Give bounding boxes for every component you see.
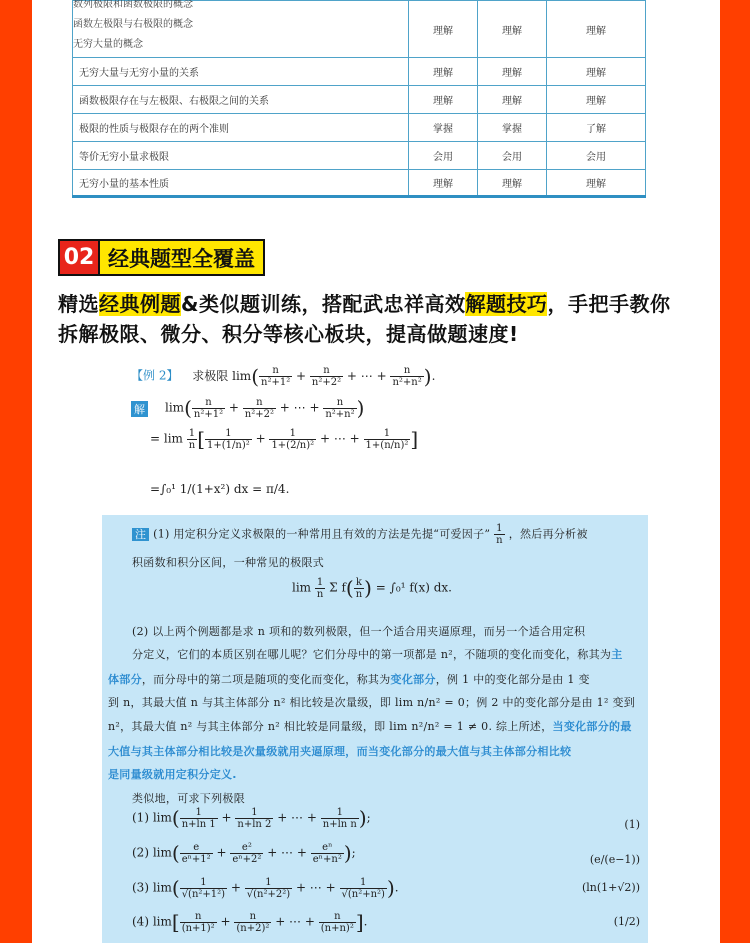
table-cell-topic: 极限的性质与极限存在的两个准则	[73, 114, 409, 142]
promo-highlight: 经典例题	[99, 292, 181, 316]
promo-highlight: 解题技巧	[465, 292, 548, 316]
table-cell-topic: 无穷小量的基本性质	[73, 170, 409, 197]
exercise-3: (3) lim( $\frac{1}{\text{√(n²+1²)}}$ + $\frac{1}{\text{√(n²+2²)}}$ + ⋯ + $\frac{1}{\text{√(n²+n²)}}$ ).	[132, 876, 399, 900]
section-header	[58, 239, 265, 276]
note-highlight: 是同量级就用定积分定义.	[108, 768, 237, 781]
note-line: 类似地，可求下列极限	[132, 792, 245, 805]
table-cell: 了解	[547, 114, 646, 142]
example-tag: 【例 2】	[131, 368, 179, 383]
note-tag: 注	[132, 528, 149, 541]
note-text: ，而分母中的第二项是随项的变化而变化，称其为	[141, 673, 391, 686]
note-text: (1) 用定积分定义求极限的一种常用且有效的方法是先提“可爱因子”	[153, 527, 491, 541]
table-cell: 会用	[409, 142, 478, 170]
note-line: 注 (1) 用定积分定义求极限的一种常用且有效的方法是先提“可爱因子” $\frac{1}{n}$ ，然后再分析被	[132, 523, 588, 546]
note-highlight: 大值与其主体部分相比较是次量级就用夹逼原理，而当变化部分的最大值与其主体部分相比较	[108, 745, 572, 758]
cut-line: 数列极限和函数极限的概念	[73, 0, 193, 10]
table-row	[73, 58, 646, 86]
table-cell: 掌握	[409, 114, 478, 142]
exercise-answer: (e/(e−1))	[589, 853, 640, 866]
note-text: ，例 1 中的变化部分是由 1 变	[435, 673, 590, 686]
note-line: 积函数和积分区间，一种常见的极限式	[132, 556, 325, 569]
table-cell: 理解	[478, 86, 547, 114]
note-formula: lim $\frac{1}{n}$ Σ f( $\frac{k}{n}$ ) = ∫₀¹ f(x) dx.	[292, 576, 452, 600]
note-line	[108, 671, 590, 687]
table-cell: 理解	[547, 1, 646, 58]
table-row	[73, 86, 646, 114]
table-cell: 掌握	[478, 114, 547, 142]
table-cell: 理解	[409, 86, 478, 114]
example-formula: lim( $\frac{n}{\text{n²+1²}}$ + $\frac{n}{\text{n²+2²}}$ + ⋯ + $\frac{n}{\text{n²+n²}}$ ).	[232, 364, 436, 388]
section-number: 02	[60, 241, 98, 274]
table-cell: 会用	[478, 142, 547, 170]
note-text: 分定义，它们的本质区别在哪儿呢？它们分母中的第一项都是 n²，不随项的变化而变化，称其为	[132, 648, 612, 661]
solve-label: 解	[131, 401, 148, 417]
exercise-answer: (1)	[624, 818, 640, 831]
table-cell: 理解	[409, 1, 478, 58]
example-prompt: 求极限	[192, 368, 229, 383]
promo-text: 精选	[58, 292, 99, 316]
note-line: (2) 以上两个例题都是求 n 项和的数列极限，但一个适合用夹逼原理，而另一个适合用定积	[132, 625, 586, 638]
table-row	[73, 142, 646, 170]
table-row	[73, 170, 646, 197]
note-highlight: 体部分	[108, 673, 142, 686]
note-line	[108, 743, 571, 759]
promo-line-1	[58, 288, 718, 317]
table-cell: 理解	[478, 1, 547, 58]
table-cell-topic: 等价无穷小量求极限	[73, 142, 409, 170]
note-text: n²，其最大值 n² 与其主体部分 n² 相比较是同量级，即 lim n²/n² = 1 ≠ 0. 综上所述，	[108, 720, 553, 733]
note-line	[108, 718, 632, 734]
note-line	[132, 646, 623, 662]
table-cell: 理解	[478, 58, 547, 86]
table-row	[73, 1, 646, 58]
note-text: ，然后再分析被	[508, 527, 588, 541]
table-cell: 理解	[409, 170, 478, 197]
exercise-answer: (ln(1+√2))	[582, 881, 640, 894]
requirements-table	[72, 0, 646, 198]
promo-text: &类似题训练，搭配武忠祥高效	[181, 292, 466, 316]
note-line	[108, 766, 237, 782]
section-title: 经典题型全覆盖	[98, 241, 263, 274]
promo-line-2: 拆解极限、微分、积分等核心板块，提高做题速度!	[58, 322, 519, 346]
solution-line-2: = lim $\frac{1}{n}$ [ $\frac{1}{\text{1+(1/n)²}}$ + $\frac{1}{\text{1+(2/n)²}}$ + ⋯ + $\frac{1}{\text{1+(n/n)²}}$ ]	[150, 427, 419, 451]
exercise-4: (4) lim[ $\frac{n}{\text{(n+1)²}}$ + $\frac{n}{\text{(n+2)²}}$ + ⋯ + $\frac{n}{\text{(n+n)²}}$ ].	[132, 910, 368, 934]
exercise-answer: (1/2)	[613, 915, 640, 928]
note-highlight: 主	[611, 648, 623, 661]
table-cell-topic	[73, 1, 409, 58]
table-cell: 理解	[409, 58, 478, 86]
cut-topic-lines	[73, 0, 193, 55]
table-cell: 理解	[547, 170, 646, 197]
note-line: 到 n，其最大值 n 与其主体部分 n² 相比较是次量级，即 lim n/n² = 0；例 2 中的变化部分是由 1² 变到	[108, 696, 636, 709]
cut-line: 无穷大量的概念	[73, 39, 143, 50]
table-cell-topic: 无穷大量与无穷小量的关系	[73, 58, 409, 86]
example-statement	[131, 364, 435, 388]
promo-text: ，手把手教你	[547, 292, 671, 316]
table-cell: 会用	[547, 142, 646, 170]
table-cell: 理解	[478, 170, 547, 197]
note-highlight: 变化部分	[390, 673, 436, 686]
table-cell-topic: 函数极限存在与左极限、右极限之间的关系	[73, 86, 409, 114]
table-cell: 理解	[547, 58, 646, 86]
table-row	[73, 114, 646, 142]
exercise-1: (1) lim( $\frac{1}{n+\ln 1}$ + $\frac{1}{n+\ln 2}$ + ⋯ + $\frac{1}{\text{n+ln n}}$ );	[132, 806, 371, 830]
solution-line-3: =∫₀¹ 1/(1+x²) dx = π/4.	[150, 482, 290, 496]
table-cell: 理解	[547, 86, 646, 114]
exercise-2: (2) lim( $\frac{e}{\text{eⁿ+1²}}$ + $\frac{\text{e²}}{\text{eⁿ+2²}}$ + ⋯ + $\frac{\text{eⁿ}}{\text{eⁿ+n²}}$ );	[132, 841, 356, 865]
note-highlight: 当变化部分的最	[552, 720, 632, 733]
cut-line: 函数左极限与右极限的概念	[73, 19, 193, 30]
solution-line-1: lim( $\frac{n}{\text{n²+1²}}$ + $\frac{n}{\text{n²+2²}}$ + ⋯ + $\frac{n}{\text{n²+n²}}$ )	[165, 396, 365, 420]
